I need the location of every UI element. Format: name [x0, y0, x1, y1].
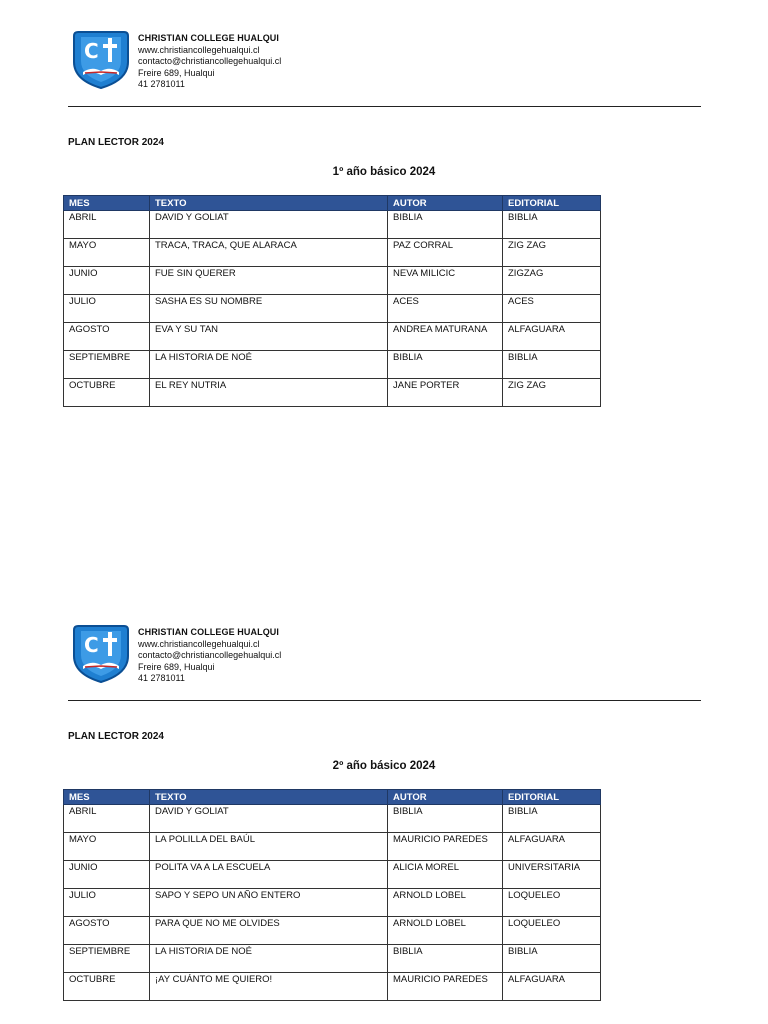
cell-texto: FUE SIN QUERER — [150, 267, 388, 295]
school-name: CHRISTIAN COLLEGE HUALQUI — [138, 627, 279, 637]
reading-list-table — [63, 789, 601, 1001]
cell-mes: MAYO — [64, 833, 150, 861]
table-row — [64, 889, 601, 917]
table-row — [64, 239, 601, 267]
cell-mes: MAYO — [64, 239, 150, 267]
table-row — [64, 917, 601, 945]
cell-editorial: ZIG ZAG — [503, 239, 601, 267]
cell-mes: ABRIL — [64, 805, 150, 833]
cell-mes: SEPTIEMBRE — [64, 351, 150, 379]
school-email: contacto@christiancollegehualqui.cl — [138, 650, 282, 660]
cell-mes: JULIO — [64, 889, 150, 917]
cell-editorial: LOQUELEO — [503, 889, 601, 917]
cell-texto: SASHA ES SU NOMBRE — [150, 295, 388, 323]
school-email: contacto@christiancollegehualqui.cl — [138, 56, 282, 66]
cell-texto: EL REY NUTRIA — [150, 379, 388, 407]
cell-texto: PARA QUE NO ME OLVIDES — [150, 917, 388, 945]
cell-mes: OCTUBRE — [64, 379, 150, 407]
cell-autor: ANDREA MATURANA — [388, 323, 503, 351]
cell-texto: SAPO Y SEPO UN AÑO ENTERO — [150, 889, 388, 917]
cell-texto: ¡AY CUÁNTO ME QUIERO! — [150, 973, 388, 1001]
plan-title: PLAN LECTOR 2024 — [68, 731, 164, 742]
cell-mes: ABRIL — [64, 211, 150, 239]
table-row — [64, 861, 601, 889]
cell-texto: LA HISTORIA DE NOÉ — [150, 351, 388, 379]
cell-autor: NEVA MILICIC — [388, 267, 503, 295]
school-website: www.christiancollegehualqui.cl — [138, 638, 260, 649]
school-phone: 41 2781011 — [138, 79, 185, 89]
table-row — [64, 805, 601, 833]
column-header-texto: TEXTO — [150, 196, 388, 211]
column-header-mes: MES — [64, 196, 150, 211]
school-contact-block — [138, 33, 281, 91]
cell-autor: JANE PORTER — [388, 379, 503, 407]
cell-texto: LA POLILLA DEL BAÚL — [150, 833, 388, 861]
cell-texto: TRACA, TRACA, QUE ALARACA — [150, 239, 388, 267]
cell-autor: ARNOLD LOBEL — [388, 889, 503, 917]
cell-editorial: BIBLIA — [503, 945, 601, 973]
school-crest-logo — [70, 622, 132, 684]
column-header-autor: AUTOR — [388, 196, 503, 211]
column-header-texto: TEXTO — [150, 790, 388, 805]
cell-texto: POLITA VA A LA ESCUELA — [150, 861, 388, 889]
cell-texto: DAVID Y GOLIAT — [150, 805, 388, 833]
cell-mes: JUNIO — [64, 861, 150, 889]
cell-autor: PAZ CORRAL — [388, 239, 503, 267]
school-name: CHRISTIAN COLLEGE HUALQUI — [138, 33, 279, 43]
cell-autor: ACES — [388, 295, 503, 323]
table-row — [64, 833, 601, 861]
school-contact-block — [138, 627, 281, 685]
table-row — [64, 973, 601, 1001]
svg-text:C: C — [84, 633, 99, 657]
header-divider — [68, 700, 701, 701]
cell-texto: EVA Y SU TAN — [150, 323, 388, 351]
cell-autor: BIBLIA — [388, 351, 503, 379]
cell-editorial: BIBLIA — [503, 351, 601, 379]
cell-autor: ARNOLD LOBEL — [388, 917, 503, 945]
school-crest-logo — [70, 28, 132, 90]
column-header-editorial: EDITORIAL — [503, 790, 601, 805]
table-row — [64, 379, 601, 407]
plan-title: PLAN LECTOR 2024 — [68, 137, 164, 148]
letterhead — [70, 28, 710, 98]
school-address: Freire 689, Hualqui — [138, 661, 215, 672]
cell-editorial: ALFAGUARA — [503, 833, 601, 861]
cell-editorial: LOQUELEO — [503, 917, 601, 945]
cell-mes: AGOSTO — [64, 323, 150, 351]
cell-mes: SEPTIEMBRE — [64, 945, 150, 973]
grade-title: 1º año básico 2024 — [332, 166, 436, 178]
cell-autor: BIBLIA — [388, 211, 503, 239]
cell-editorial: ZIGZAG — [503, 267, 601, 295]
cell-mes: OCTUBRE — [64, 973, 150, 1001]
cell-editorial: BIBLIA — [503, 211, 601, 239]
reading-list-table — [63, 195, 601, 407]
cell-autor: BIBLIA — [388, 805, 503, 833]
grade-title: 2º año básico 2024 — [332, 760, 436, 772]
column-header-mes: MES — [64, 790, 150, 805]
letterhead — [70, 622, 710, 692]
cell-editorial: ALFAGUARA — [503, 323, 601, 351]
cell-editorial: ZIG ZAG — [503, 379, 601, 407]
school-address: Freire 689, Hualqui — [138, 67, 215, 78]
column-header-editorial: EDITORIAL — [503, 196, 601, 211]
cell-autor: ALICIA MOREL — [388, 861, 503, 889]
cell-autor: MAURICIO PAREDES — [388, 973, 503, 1001]
cell-mes: JUNIO — [64, 267, 150, 295]
table-row — [64, 323, 601, 351]
school-website: www.christiancollegehualqui.cl — [138, 44, 260, 55]
cell-editorial: ACES — [503, 295, 601, 323]
cell-texto: DAVID Y GOLIAT — [150, 211, 388, 239]
cell-autor: MAURICIO PAREDES — [388, 833, 503, 861]
school-phone: 41 2781011 — [138, 673, 185, 683]
table-header-row — [64, 196, 601, 211]
cell-mes: AGOSTO — [64, 917, 150, 945]
cell-editorial: UNIVERSITARIA — [503, 861, 601, 889]
table-row — [64, 211, 601, 239]
cell-autor: BIBLIA — [388, 945, 503, 973]
table-row — [64, 267, 601, 295]
table-header-row — [64, 790, 601, 805]
cell-editorial: BIBLIA — [503, 805, 601, 833]
cell-mes: JULIO — [64, 295, 150, 323]
table-row — [64, 351, 601, 379]
table-row — [64, 945, 601, 973]
cell-texto: LA HISTORIA DE NOÉ — [150, 945, 388, 973]
header-divider — [68, 106, 701, 107]
table-row — [64, 295, 601, 323]
cell-editorial: ALFAGUARA — [503, 973, 601, 1001]
svg-text:C: C — [84, 39, 99, 63]
column-header-autor: AUTOR — [388, 790, 503, 805]
